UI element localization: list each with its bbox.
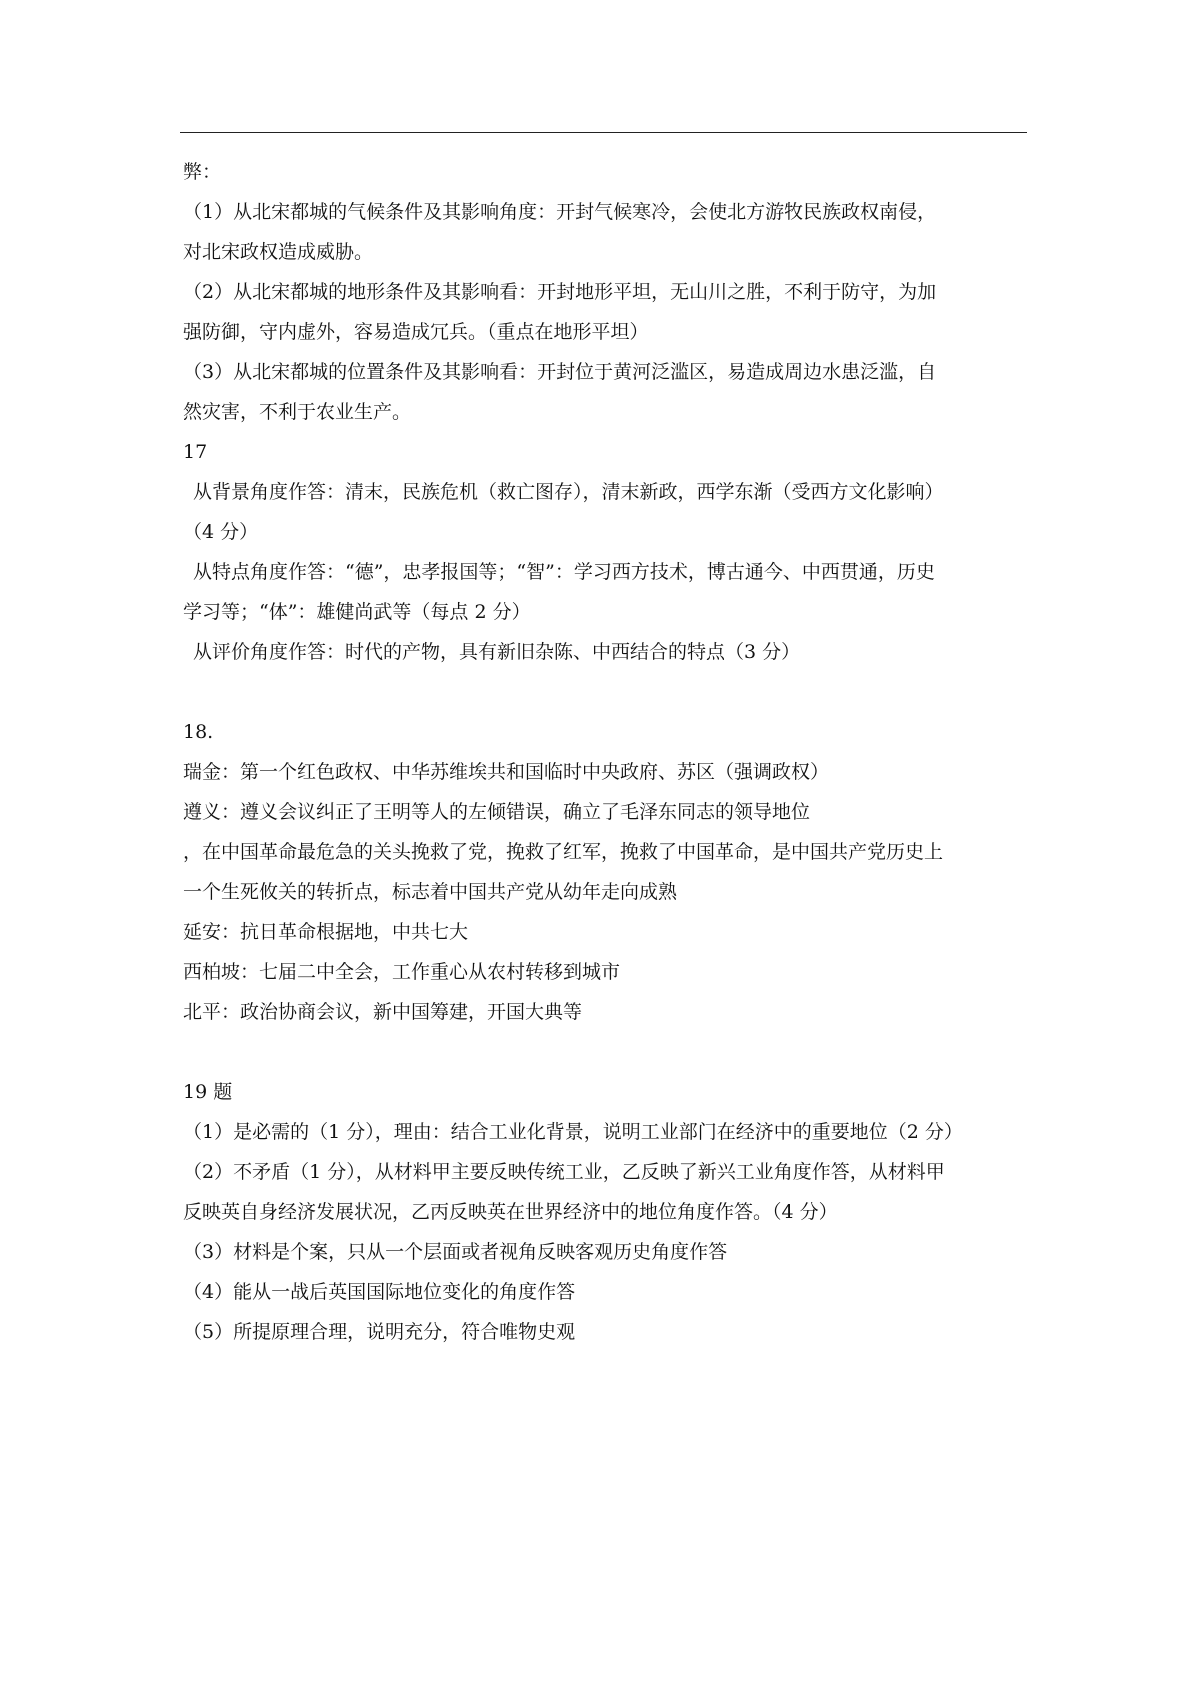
q16-point2-line2: 强防御，守内虚外，容易造成冗兵。（重点在地形平坦） [183,321,649,343]
q16-point3-line2: 然灾害，不利于农业生产。 [183,401,412,423]
q19-point1: （1）是必需的（1 分），理由：结合工业化背景，说明工业部门在经济中的重要地位（2 分） [183,1121,963,1143]
q19-point5: （5）所提原理合理，说明充分，符合唯物史观 [183,1321,576,1343]
q17-background-line2: （4 分） [183,521,259,543]
q16-point1-line1: （1）从北宋都城的气候条件及其影响角度：开封气候寒冷，会使北方游牧民族政权南侵， [183,201,937,223]
q17-number: 17 [183,441,208,463]
q18-zunyi-line3: 一个生死攸关的转折点，标志着中国共产党从幼年走向成熟 [183,881,678,903]
q17-features-line1: 从特点角度作答：“德”，忠孝报国等；“智”：学习西方技术，博古通今、中西贯通，历史 [193,561,935,583]
q16-intro: 弊： [183,161,222,183]
q18-beiping: 北平：政治协商会议，新中国筹建，开国大典等 [183,1001,583,1023]
q19-point2-line1: （2）不矛盾（1 分），从材料甲主要反映传统工业，乙反映了新兴工业角度作答，从材料甲 [183,1161,945,1183]
q16-point1-line2: 对北宋政权造成威胁。 [183,241,374,263]
q18-xibaipo: 西柏坡：七届二中全会，工作重心从农村转移到城市 [183,961,621,983]
q17-evaluation: 从评价角度作答：时代的产物，具有新旧杂陈、中西结合的特点（3 分） [193,641,801,663]
q17-features-line2: 学习等；“体”：雄健尚武等（每点 2 分） [183,601,531,623]
q18-zunyi-line2: ，在中国革命最危急的关头挽救了党，挽救了红军，挽救了中国革命，是中国共产党历史上 [183,841,944,863]
spacer [183,1032,1028,1072]
q18-zunyi-line1: 遵义：遵义会议纠正了王明等人的左倾错误，确立了毛泽东同志的领导地位 [183,801,811,823]
q18-section [183,712,1028,1032]
q19-number: 19 题 [183,1081,233,1103]
q17-section [183,432,1028,672]
answer-content [183,152,1028,1352]
header-rule [180,132,1027,133]
q19-section [183,1072,1028,1352]
q16-point2-line1: （2）从北宋都城的地形条件及其影响看：开封地形平坦，无山川之胜，不利于防守，为加 [183,281,937,303]
q17-background-line1: 从背景角度作答：清末，民族危机（救亡图存），清末新政，西学东渐（受西方文化影响） [193,481,944,503]
q19-point4: （4）能从一战后英国国际地位变化的角度作答 [183,1281,576,1303]
spacer [183,672,1028,712]
q18-ruijin: 瑞金：第一个红色政权、中华苏维埃共和国临时中央政府、苏区（强调政权） [183,761,830,783]
q18-yanan: 延安：抗日革命根据地，中共七大 [183,921,469,943]
q19-point2-line2: 反映英自身经济发展状况，乙丙反映英在世界经济中的地位角度作答。（4 分） [183,1201,838,1223]
q19-point3: （3）材料是个案，只从一个层面或者视角反映客观历史角度作答 [183,1241,728,1263]
q16-point3-line1: （3）从北宋都城的位置条件及其影响看：开封位于黄河泛滥区，易造成周边水患泛滥，自 [183,361,937,383]
q18-number: 18. [183,721,214,743]
q16-section [183,152,1028,432]
